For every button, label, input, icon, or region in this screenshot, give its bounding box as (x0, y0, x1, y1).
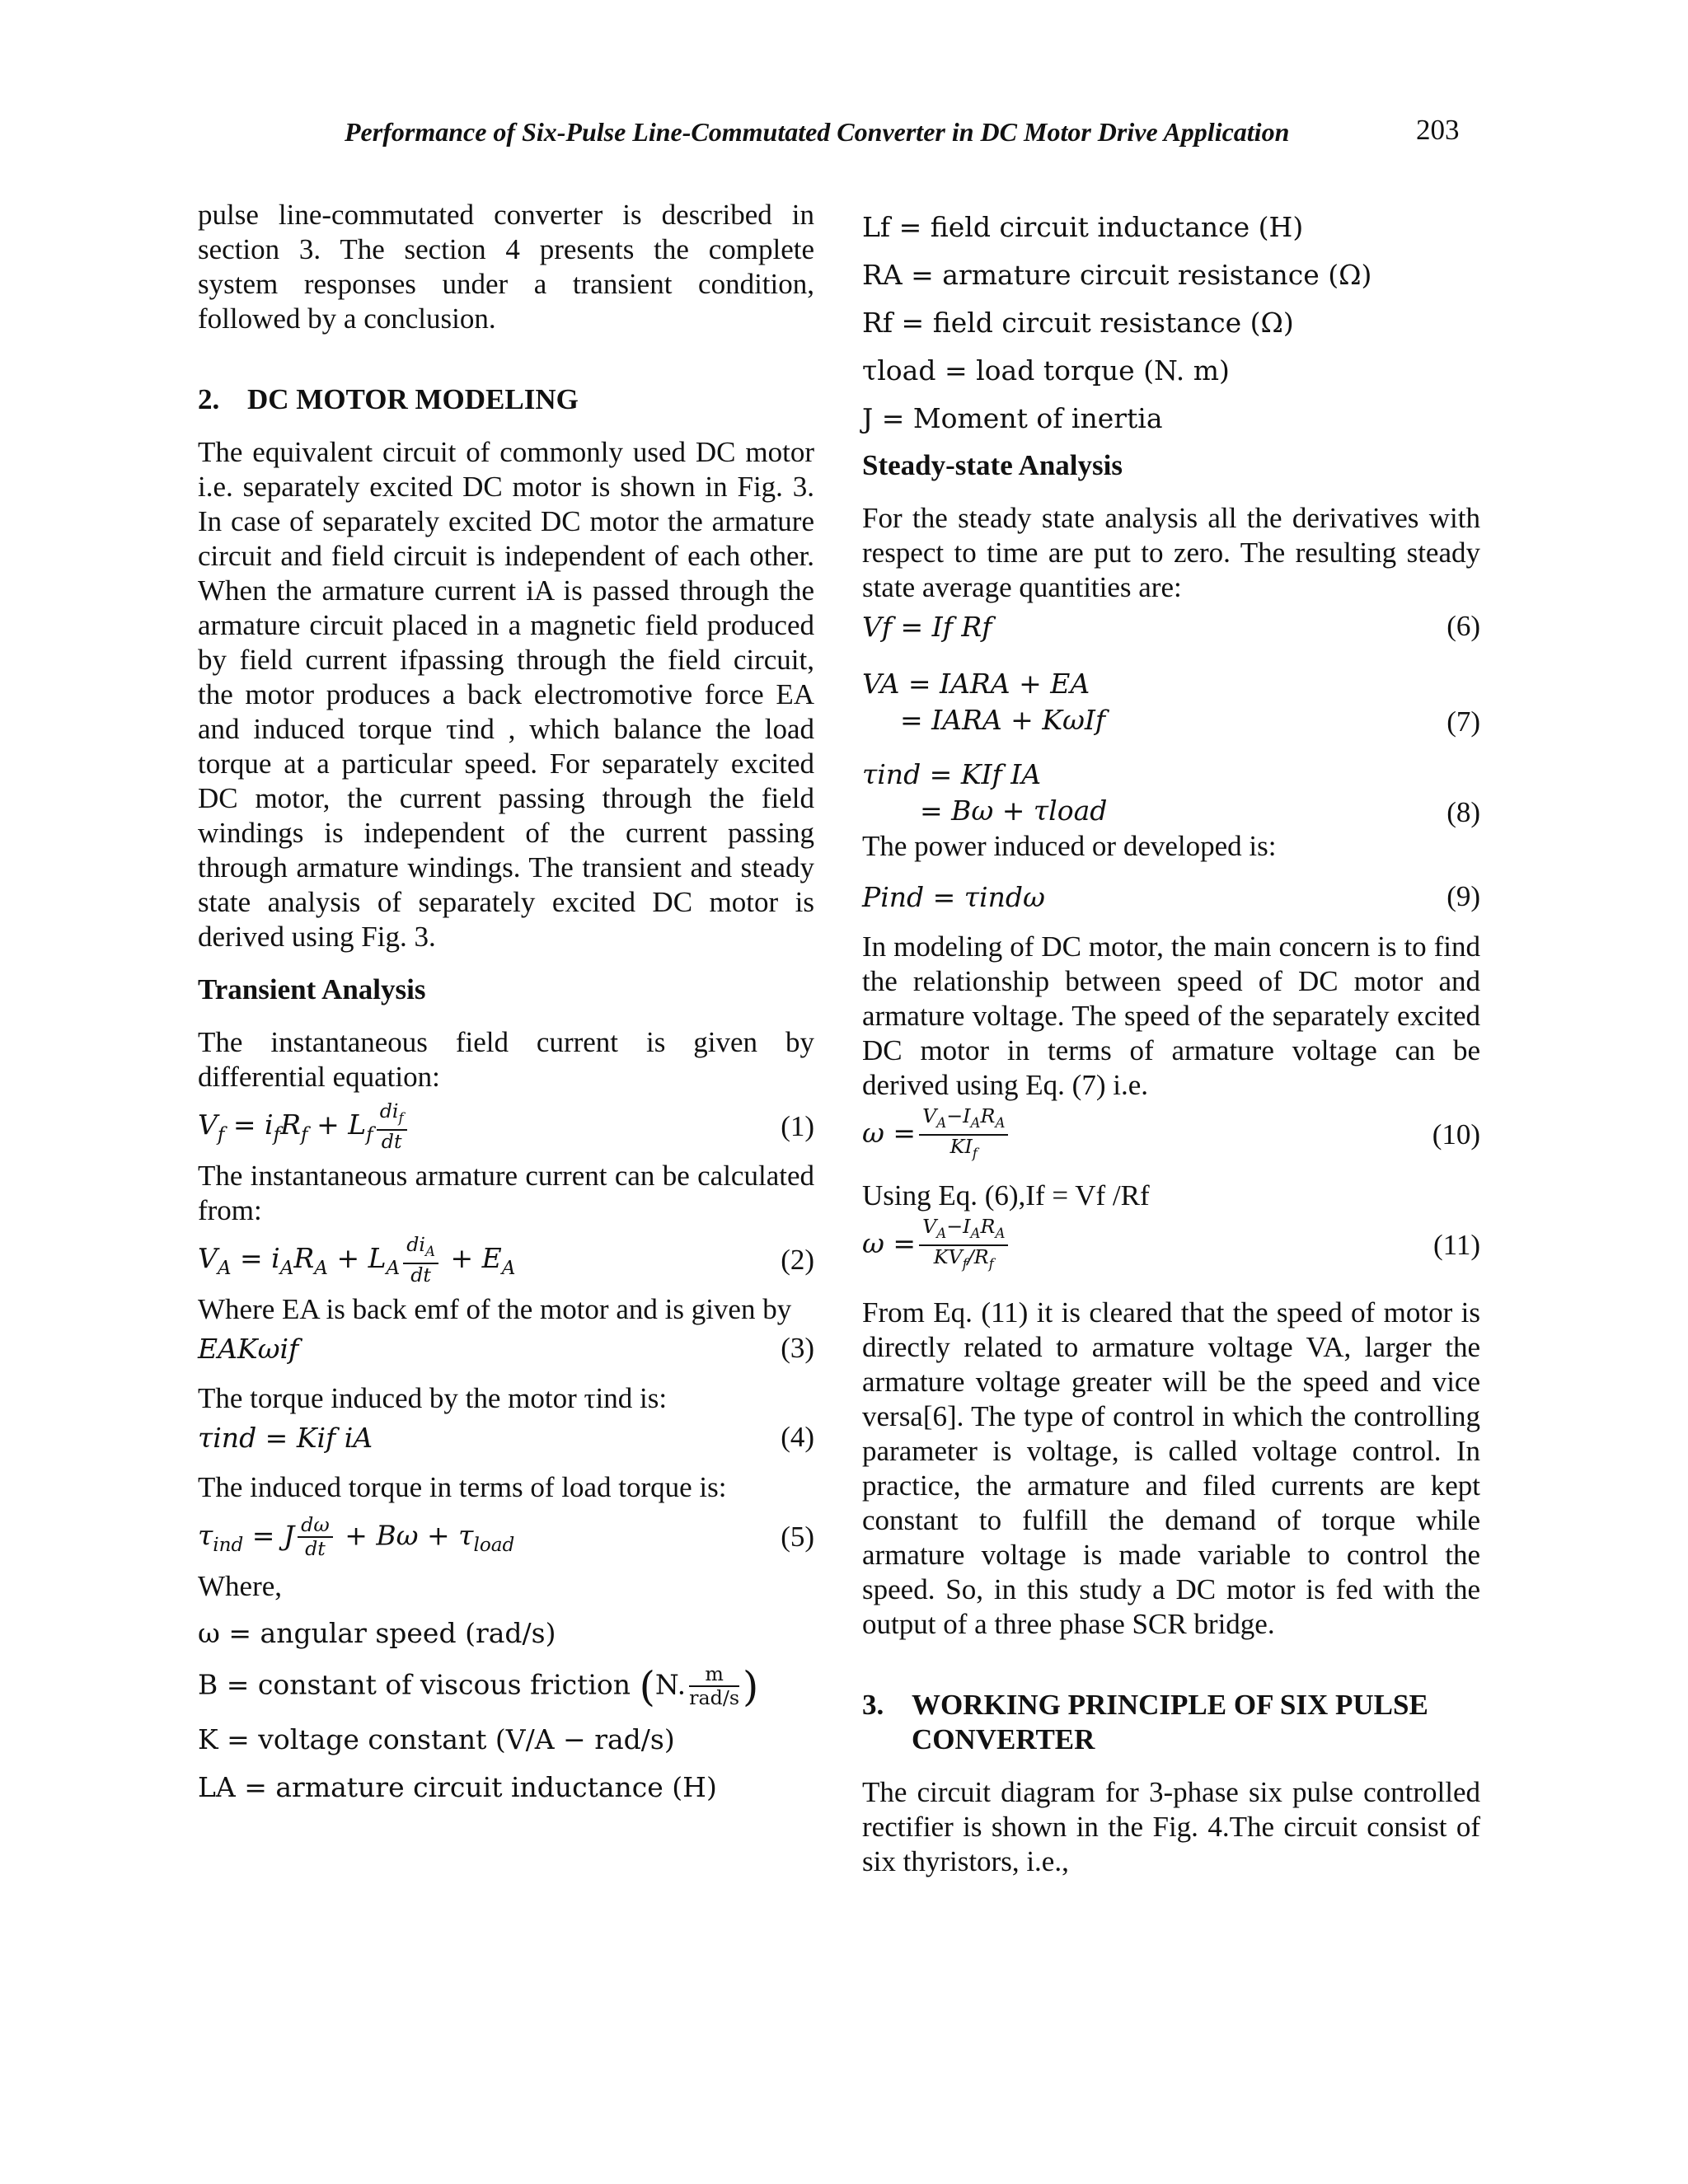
definition-B-unit-prefix: N. (654, 1668, 687, 1701)
equation-3-number: (3) (781, 1332, 814, 1364)
power-paragraph: The power induced or developed is: (862, 830, 1277, 862)
equation-9-number: (9) (1447, 880, 1480, 912)
definition-K: K = voltage constant (V/A − rad/s) (198, 1722, 675, 1755)
definition-B-unit-numerator: m (689, 1663, 739, 1687)
torque-paragraph: The torque induced by the motor τind is: (198, 1382, 668, 1414)
section-2-title: DC MOTOR MODELING (247, 383, 579, 415)
left-column (198, 198, 814, 1806)
equation-2-number: (2) (781, 1244, 814, 1276)
intro-paragraph: pulse line-commutated converter is described in section 3. The section 4 presents the complete system responses under a transient condition, followed by a conclusion. (198, 199, 814, 335)
equation-1-number: (1) (781, 1110, 814, 1142)
equation-8-line-1: τind = KIf IA (862, 758, 1042, 790)
equation-6-number: (6) (1447, 610, 1480, 642)
equation-7-number: (7) (1447, 705, 1480, 738)
equation-11: ω = $\frac{V_A-I_AR_A}{KV_f/R_f}$ (11) (862, 1214, 1480, 1272)
running-title: Performance of Six-Pulse Line-Commutated Converter in DC Motor Drive Application (345, 117, 1290, 147)
equation-4 (198, 1416, 814, 1459)
load-torque-paragraph: The induced torque in terms of load torque is: (198, 1471, 727, 1503)
page-number: 203 (1416, 114, 1460, 146)
definition-Rf: Rf = field circuit resistance (Ω) (862, 307, 1294, 339)
equation-3 (198, 1327, 814, 1370)
equation-9 (862, 875, 1480, 918)
equation-8 (862, 757, 1480, 829)
equation-7 (862, 666, 1480, 738)
equation-4-number: (4) (781, 1421, 814, 1453)
equation-1: $V_f = i_fR_f + L_f$ $\frac{di_f}{dt}$ (1) (198, 1099, 814, 1153)
definition-B-text: B = constant of viscous friction (198, 1668, 631, 1701)
steady-state-heading: Steady-state Analysis (862, 449, 1123, 481)
definition-tau-load: τload = load torque (N. m) (862, 354, 1230, 387)
equation-9-text: Pind = τindω (862, 880, 1045, 913)
definition-J: J = Moment of inertia (862, 402, 1163, 434)
definition-RA: RA = armature circuit resistance (Ω) (862, 259, 1372, 291)
speed-control-paragraph: From Eq. (11) it is cleared that the speed of motor is directly related to armature voltage VA, larger the armature voltage greater will be the speed and vice versa[6]. The type of control in which the controlling parameter is voltage, is called voltage control. In practice, the armature and filed currents are kept constant to fulfill the demand of torque while armature voltage is made variable to control the speed. So, in this study a DC motor is fed with the output of a three phase SCR bridge. (862, 1296, 1480, 1640)
dc-motor-paragraph: The equivalent circuit of commonly used DC motor i.e. separately excited DC motor is shown in Fig. 3. In case of separately excited DC motor the armature circuit and field circuit is independent of each other. When the armature current iA is passed through the armature circuit placed in a magnetic field produced by field current ifpassing through the field circuit, the motor produces a back electromotive force EA and induced torque τind , which balance the load torque at a particular speed. For separately excited DC motor, the current passing through the field windings is independent of the current passing through armature windings. The transient and steady state analysis of separately excited DC motor is derived using Fig. 3. (198, 436, 814, 953)
equation-5: $\tau_{ind} = J$ $\frac{d\omega}{dt}$ + $B\omega + \tau_{load}$ (5) (198, 1512, 814, 1560)
modeling-paragraph: In modeling of DC motor, the main concern is to find the relationship between speed of DC motor and armature voltage. The speed of the separately excited DC motor in terms of armature voltage can be derived using Eq. (7) i.e. (862, 930, 1480, 1101)
equation-8-line-2: = Bω + τload (920, 794, 1108, 827)
armature-current-paragraph: The instantaneous armature current can be calculated from: (198, 1160, 814, 1226)
field-current-paragraph: The instantaneous field current is given by differential equation: (198, 1026, 814, 1093)
where-label: Where, (198, 1570, 283, 1602)
back-emf-paragraph: Where EA is back emf of the motor and is given by (198, 1293, 792, 1325)
steady-state-paragraph: For the steady state analysis all the derivatives with respect to time are put to zero. The resulting steady state average quantities are: (862, 502, 1480, 603)
equation-10-number: (10) (1432, 1118, 1480, 1151)
using-line: Using Eq. (6),If = Vf /Rf (862, 1179, 1150, 1212)
section-3-title: WORKING PRINCIPLE OF SIX PULSE CONVERTER (912, 1689, 1428, 1755)
definition-Lf: Lf = field circuit inductance (H) (862, 211, 1304, 243)
equation-7-line-2: = IARA + KωIf (900, 704, 1106, 736)
definition-B: B = constant of viscous friction (N. $\frac{m}{\text{rad/s}}$ ) (198, 1662, 759, 1711)
running-header (0, 114, 1688, 158)
equation-10: ω = $\frac{V_A-I_AR_A}{KI_f}$ (10) (862, 1104, 1480, 1161)
section-2-number: 2. (198, 383, 220, 415)
circuit-paragraph: The circuit diagram for 3-phase six pulse controlled rectifier is shown in the Fig. 4.The circuit consist of six thyristors, i.e., (862, 1776, 1480, 1877)
definition-B-unit-denominator: rad/s (689, 1686, 740, 1710)
right-column (862, 198, 1480, 1879)
equation-4-text: τind = Kif iA (198, 1421, 373, 1454)
equation-5-number: (5) (781, 1521, 814, 1553)
equation-3-text: EAKωif (198, 1332, 299, 1365)
equation-11-number: (11) (1432, 1229, 1480, 1261)
definition-LA: LA = armature circuit inductance (H) (198, 1770, 717, 1803)
equation-2: $V_A = i_AR_A + L_A$ $\frac{di_A}{dt}$ + $E_A$ (2) (198, 1232, 814, 1286)
definition-omega: ω = angular speed (rad/s) (198, 1617, 556, 1649)
transient-analysis-heading: Transient Analysis (198, 973, 426, 1005)
section-3-number: 3. (862, 1689, 884, 1721)
equation-7-line-1: VA = IARA + EA (862, 668, 1090, 700)
equation-6-text: Vf = If Rf (862, 610, 992, 643)
equation-8-number: (8) (1447, 796, 1480, 828)
section-3-heading (862, 1688, 1480, 1757)
equation-6 (862, 605, 1480, 648)
section-2-heading (198, 382, 814, 417)
